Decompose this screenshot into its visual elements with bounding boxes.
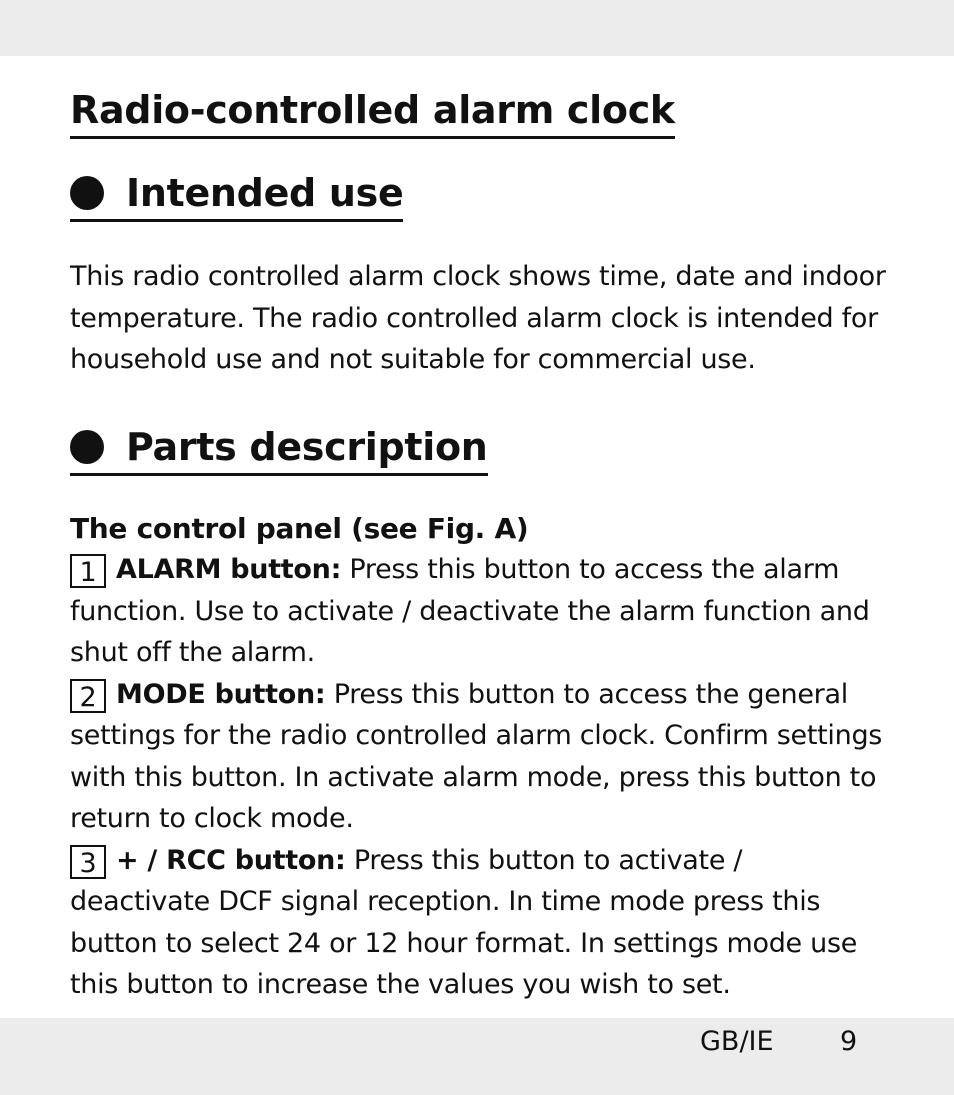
section-heading-label: Intended use <box>126 171 404 215</box>
page-content <box>70 86 890 1006</box>
part-item-mode <box>70 674 890 840</box>
bullet-icon <box>70 176 104 210</box>
footer-region-label: GB/IE <box>700 1026 774 1057</box>
part-name: ALARM button: <box>116 554 342 585</box>
part-name: + / RCC button: <box>116 844 346 876</box>
top-margin-band <box>0 0 954 56</box>
intended-use-paragraph: This radio controlled alarm clock shows time, date and indoor temperature. The radio controlled alarm clock is intended for household use and not suitable for commercial use. <box>70 261 886 375</box>
part-description: Press this button to activate / deactivate DCF signal reception. In time mode press this button to select 24 or 12 hour format. In settings mode use this button to increase the values you wish to set. <box>70 844 858 1000</box>
part-number-box: 2 <box>70 679 106 713</box>
part-number-box: 3 <box>70 845 106 879</box>
bullet-icon <box>70 430 104 464</box>
part-item-rcc <box>70 840 890 1006</box>
footer-band <box>0 1018 954 1095</box>
document-title: Radio-controlled alarm clock <box>70 86 675 139</box>
section-heading-label: Parts description <box>126 424 488 469</box>
control-panel-subheading: The control panel (see Fig. A) <box>70 511 529 545</box>
part-description: Press this button to access the alarm function. Use to activate / deactivate the alarm function and shut off the alarm. <box>70 554 870 668</box>
part-number-box: 1 <box>70 554 106 588</box>
part-description: Press this button to access the general settings for the radio controlled alarm clock. Confirm settings with this button. In activate alarm mode, press this button to return to clock mode. <box>70 678 883 834</box>
part-name: MODE button: <box>116 678 326 710</box>
section-heading-intended-use <box>70 169 403 222</box>
part-item-alarm <box>70 549 890 674</box>
page-number: 9 <box>840 1026 858 1057</box>
section-heading-parts-description <box>70 423 488 476</box>
